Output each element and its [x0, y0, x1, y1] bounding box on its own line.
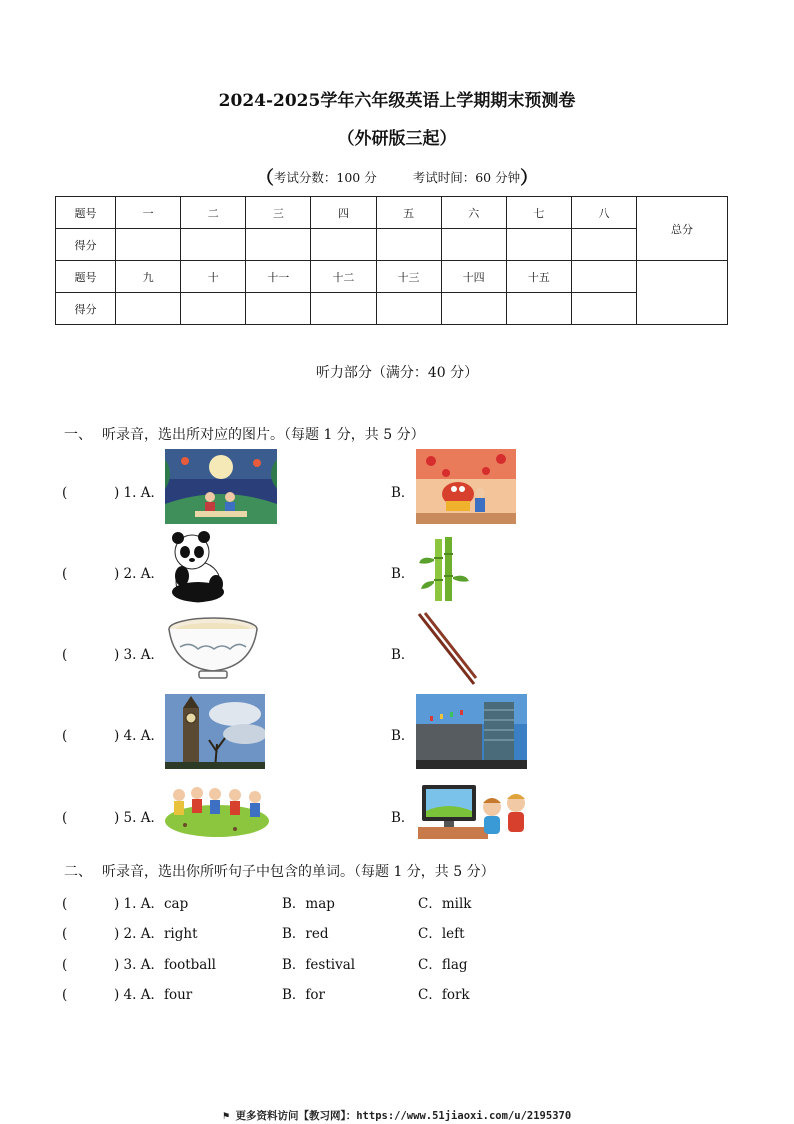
table-row	[56, 261, 728, 293]
exam-info-open-paren: （	[255, 168, 274, 189]
option-c: C．left	[418, 926, 465, 942]
option-a: ) 4. A．four	[114, 987, 193, 1003]
table-row	[56, 229, 728, 261]
option-b-label: B．	[391, 566, 415, 582]
score-cell[interactable]	[181, 293, 246, 325]
total-score-label: 总分	[637, 197, 728, 261]
panda-picture[interactable]	[164, 530, 229, 606]
part2-question-4	[62, 983, 192, 1003]
table-row-label: 得分	[56, 293, 116, 325]
table-row	[56, 293, 728, 325]
score-cell[interactable]	[246, 293, 311, 325]
footer-link[interactable]: 更多资料访问【教习网】：https://www.51jiaoxi.com/u/2195370	[235, 1110, 572, 1122]
part1-instruction: 听录音，选出所对应的图片。（每题 1 分，共 5 分）	[102, 427, 425, 443]
exam-score-info: 考试分数：100 分	[273, 170, 377, 185]
option-a: ) 3. A．football	[114, 957, 216, 973]
option-c: C．flag	[418, 957, 468, 973]
score-cell[interactable]	[441, 229, 506, 261]
table-row-label: 得分	[56, 229, 116, 261]
table-cell: 十三	[376, 261, 441, 293]
children-playing-picture[interactable]	[165, 783, 271, 839]
part1-heading	[64, 424, 425, 444]
exam-info	[0, 164, 794, 190]
part1-question-5	[62, 806, 164, 826]
part1-question-1	[62, 481, 164, 501]
score-cell[interactable]	[376, 293, 441, 325]
table-cell: 九	[116, 261, 181, 293]
score-cell[interactable]	[116, 229, 181, 261]
exam-time-info: 考试时间：60 分钟	[412, 170, 521, 185]
question-label: ) 1. A．	[114, 485, 164, 501]
table-cell: 十	[181, 261, 246, 293]
question-label: ) 2. A．	[114, 566, 164, 582]
part1-question-3	[62, 643, 164, 663]
mid-autumn-festival-picture[interactable]	[165, 449, 277, 524]
option-b-label: B．	[391, 810, 415, 826]
table-cell: 一	[116, 197, 181, 229]
part1-number: 一、	[64, 427, 92, 443]
bamboo-picture[interactable]	[417, 537, 471, 602]
answer-bracket[interactable]: (	[62, 926, 68, 942]
footer	[0, 1108, 794, 1123]
score-cell[interactable]	[311, 229, 376, 261]
table-cell: 五	[376, 197, 441, 229]
option-c: C．fork	[418, 987, 470, 1003]
score-cell[interactable]	[571, 293, 636, 325]
table-cell: 六	[441, 197, 506, 229]
table-cell: 十二	[311, 261, 376, 293]
total-score-cell[interactable]	[637, 261, 728, 325]
flag-icon: ⚑	[222, 1110, 236, 1122]
score-cell[interactable]	[181, 229, 246, 261]
part1-question-4	[62, 724, 164, 744]
bowl-picture[interactable]	[166, 615, 260, 681]
table-row-label: 题号	[56, 261, 116, 293]
table-row	[56, 197, 728, 229]
option-c: C．milk	[418, 896, 472, 912]
part2-number: 二、	[64, 864, 92, 880]
chopsticks-picture[interactable]	[416, 612, 478, 688]
table-cell: 十一	[246, 261, 311, 293]
option-b: B．festival	[282, 957, 356, 973]
part2-heading	[64, 861, 495, 881]
table-cell: 七	[506, 197, 571, 229]
score-cell[interactable]	[116, 293, 181, 325]
option-b: B．for	[282, 987, 325, 1003]
score-cell[interactable]	[441, 293, 506, 325]
answer-bracket[interactable]: (	[62, 647, 68, 663]
answer-bracket[interactable]: (	[62, 810, 68, 826]
option-b-label: B．	[391, 485, 415, 501]
part1-question-2	[62, 562, 164, 582]
score-table	[55, 196, 728, 325]
option-b: B．red	[282, 926, 329, 942]
table-cell: 十四	[441, 261, 506, 293]
answer-bracket[interactable]: (	[62, 957, 68, 973]
table-cell: 二	[181, 197, 246, 229]
un-headquarters-picture[interactable]	[416, 694, 527, 769]
part2-question-2	[62, 922, 198, 942]
option-b-label: B．	[391, 728, 415, 744]
part2-question-3	[62, 953, 216, 973]
option-b-label: B．	[391, 647, 415, 663]
table-cell: 三	[246, 197, 311, 229]
score-cell[interactable]	[571, 229, 636, 261]
exam-info-close-paren: ）	[520, 168, 539, 189]
kids-watching-tv-picture[interactable]	[418, 783, 532, 841]
answer-bracket[interactable]: (	[62, 485, 68, 501]
big-ben-picture[interactable]	[165, 694, 265, 769]
score-cell[interactable]	[506, 229, 571, 261]
score-cell[interactable]	[246, 229, 311, 261]
table-cell: 四	[311, 197, 376, 229]
question-label: ) 5. A．	[114, 810, 164, 826]
score-cell[interactable]	[376, 229, 441, 261]
document-title: 2024-2025学年六年级英语上学期期末预测卷	[218, 91, 576, 111]
table-cell	[571, 261, 636, 293]
table-row-label: 题号	[56, 197, 116, 229]
answer-bracket[interactable]: (	[62, 566, 68, 582]
part2-instruction: 听录音，选出你所听句子中包含的单词。（每题 1 分，共 5 分）	[102, 864, 495, 880]
table-cell: 十五	[506, 261, 571, 293]
option-a: ) 2. A．right	[114, 926, 198, 942]
answer-bracket[interactable]: (	[62, 896, 68, 912]
answer-bracket[interactable]: (	[62, 728, 68, 744]
table-cell: 八	[571, 197, 636, 229]
part2-question-1	[62, 892, 188, 912]
question-label: ) 4. A．	[114, 728, 164, 744]
option-a: ) 1. A．cap	[114, 896, 189, 912]
question-label: ) 3. A．	[114, 647, 164, 663]
listening-section-title: 听力部分（满分：40 分）	[315, 365, 479, 381]
chinese-new-year-lion-dance-picture[interactable]	[416, 449, 516, 524]
score-cell[interactable]	[506, 293, 571, 325]
document-subtitle: （外研版三起）	[337, 129, 457, 149]
answer-bracket[interactable]: (	[62, 987, 68, 1003]
score-cell[interactable]	[311, 293, 376, 325]
option-b: B．map	[282, 896, 335, 912]
